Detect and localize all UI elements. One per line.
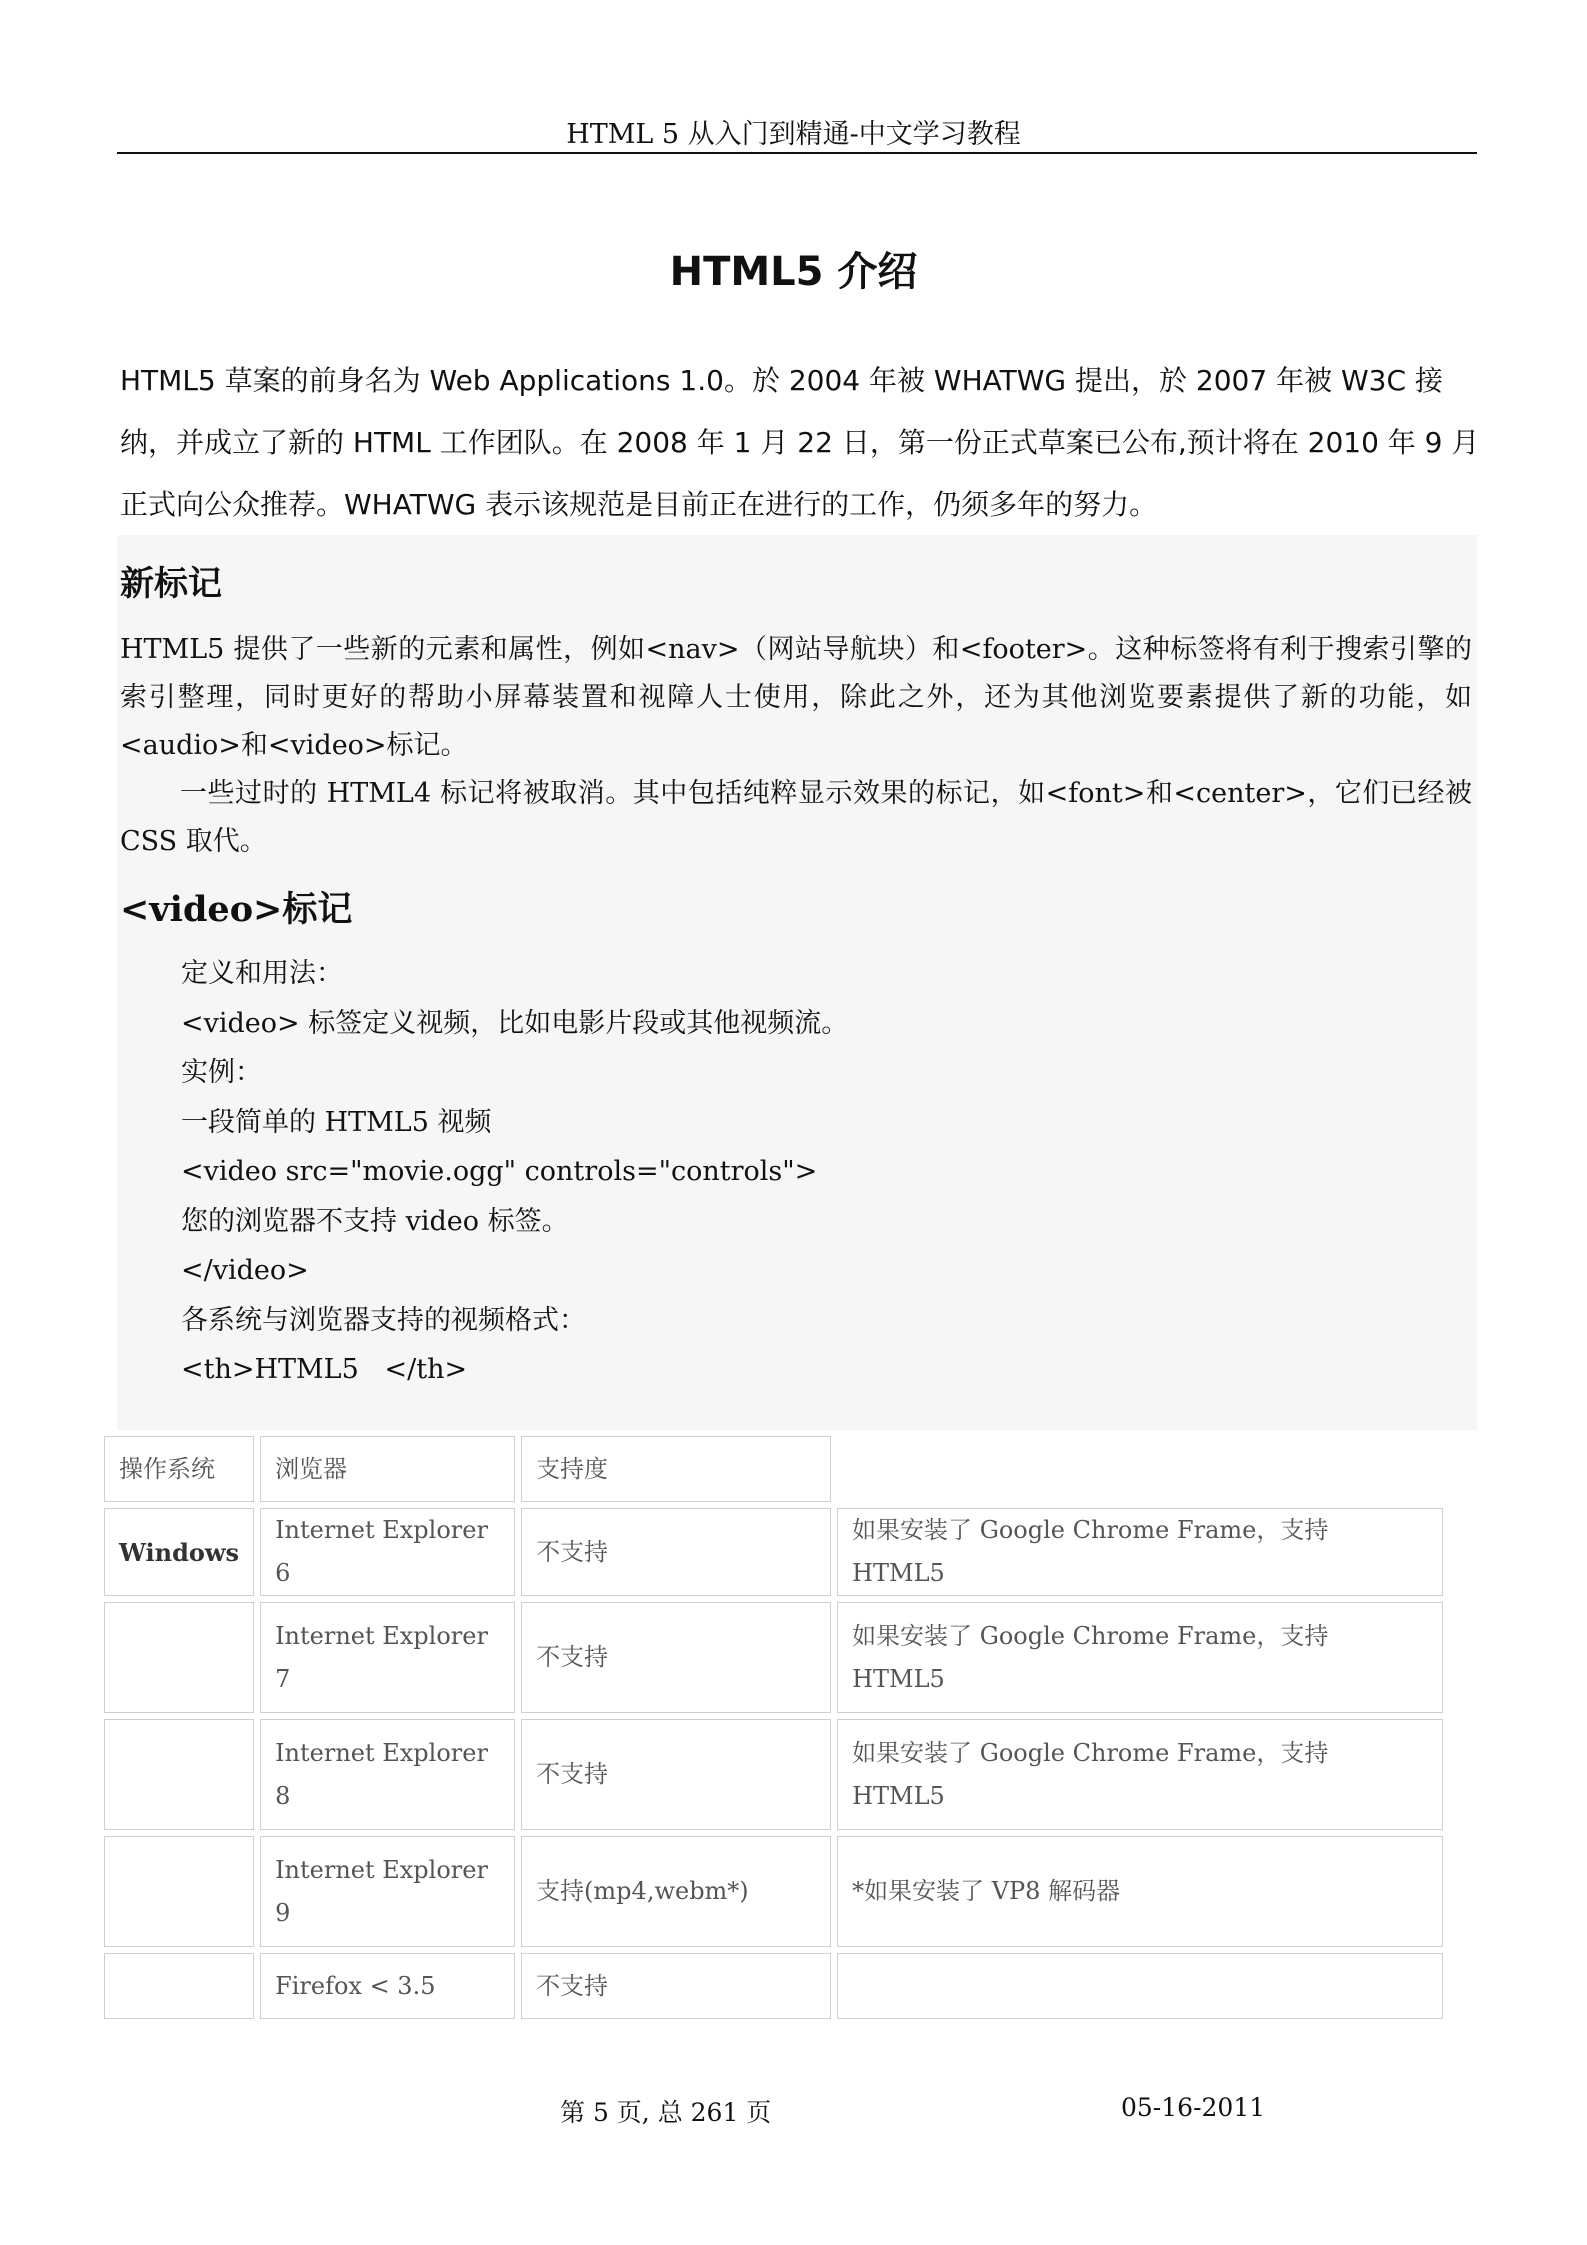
video-line: <video src="movie.ogg" controls="controls"> bbox=[181, 1156, 818, 1187]
video-line: 定义和用法： bbox=[181, 958, 343, 989]
table-cell-browser: Internet Explorer 6 bbox=[260, 1508, 515, 1596]
table-cell-note: 如果安装了 Google Chrome Frame，支持 HTML5 bbox=[837, 1508, 1443, 1596]
table-header-cell: 支持度 bbox=[521, 1436, 831, 1502]
table-header-row bbox=[104, 1436, 1443, 1502]
table-row bbox=[104, 1836, 1443, 1947]
video-line: </video> bbox=[181, 1255, 309, 1286]
table-cell-support: 支持(mp4,webm*) bbox=[521, 1836, 831, 1947]
video-line: 实例： bbox=[181, 1057, 262, 1088]
table-cell-os bbox=[104, 1836, 254, 1947]
table-cell-note: 如果安装了 Google Chrome Frame，支持 HTML5 bbox=[837, 1602, 1443, 1713]
intro-paragraph: HTML5 草案的前身名为 Web Applications 1.0。於 2004 年被 WHATWG 提出，於 2007 年被 W3C 接纳，并成立了新的 HTML 工作团队。在 2008 年 1 月 22 日，第一份正式草案已公布,预计将在 2010 年 9 月正式向公众推荐。WHATWG 表示该规范是目前正在进行的工作，仍须多年的努力。 bbox=[120, 364, 1480, 521]
section-heading-video: <video>标记 bbox=[120, 889, 353, 930]
video-line: <video> 标签定义视频，比如电影片段或其他视频流。 bbox=[181, 1007, 849, 1039]
footer-page-number: 第 5 页, 总 261 页 bbox=[560, 2098, 772, 2127]
table-cell-support: 不支持 bbox=[521, 1953, 831, 2019]
video-section-lines bbox=[181, 950, 1381, 1396]
table-row bbox=[104, 1602, 1443, 1713]
table-row bbox=[104, 1508, 1443, 1596]
table-cell-os: Windows bbox=[104, 1508, 254, 1596]
table-cell-note: 如果安装了 Google Chrome Frame，支持 HTML5 bbox=[837, 1719, 1443, 1830]
video-line: 一段简单的 HTML5 视频 bbox=[181, 1106, 492, 1138]
table-cell-browser: Internet Explorer 7 bbox=[260, 1602, 515, 1713]
table-cell-os bbox=[104, 1719, 254, 1830]
browser-support-table bbox=[98, 1430, 1449, 2025]
table-cell-os bbox=[104, 1602, 254, 1713]
table-row bbox=[104, 1953, 1443, 2019]
table-blank-cell bbox=[837, 1436, 1443, 1502]
table-cell-os bbox=[104, 1953, 254, 2019]
table-cell-support: 不支持 bbox=[521, 1719, 831, 1830]
table-cell-browser: Internet Explorer 9 bbox=[260, 1836, 515, 1947]
page-title: HTML5 介绍 bbox=[669, 249, 918, 295]
video-line: 您的浏览器不支持 video 标签。 bbox=[181, 1205, 569, 1237]
video-line: 各系统与浏览器支持的视频格式： bbox=[181, 1304, 586, 1336]
table-cell-browser: Internet Explorer 8 bbox=[260, 1719, 515, 1830]
footer-date: 05-16-2011 bbox=[1121, 2093, 1266, 2122]
intro-section bbox=[120, 350, 1480, 536]
new-tags-body bbox=[120, 626, 1472, 866]
table-cell-note bbox=[837, 1953, 1443, 2019]
table-cell-browser: Firefox < 3.5 bbox=[260, 1953, 515, 2019]
header-rule bbox=[117, 152, 1477, 154]
table-cell-note: *如果安装了 VP8 解码器 bbox=[837, 1836, 1443, 1947]
table-header-cell: 浏览器 bbox=[260, 1436, 515, 1502]
new-tags-paragraph-2: 一些过时的 HTML4 标记将被取消。其中包括纯粹显示效果的标记，如<font>和<center>，它们已经被 CSS 取代。 bbox=[120, 778, 1472, 857]
table-cell-support: 不支持 bbox=[521, 1602, 831, 1713]
video-line: <th>HTML5 </th> bbox=[181, 1354, 468, 1385]
table-header-cell: 操作系统 bbox=[104, 1436, 254, 1502]
table-cell-support: 不支持 bbox=[521, 1508, 831, 1596]
running-header: HTML 5 从入门到精通-中文学习教程 bbox=[566, 119, 1021, 150]
new-tags-paragraph-1: HTML5 提供了一些新的元素和属性，例如<nav>（网站导航块）和<footer>。这种标签将有利于搜索引擎的索引整理，同时更好的帮助小屏幕装置和视障人士使用，除此之外，还为其他浏览要素提供了新的功能，如<audio>和<video>标记。 bbox=[120, 634, 1472, 761]
table-row bbox=[104, 1719, 1443, 1830]
section-heading-new-tags: 新标记 bbox=[120, 564, 222, 604]
